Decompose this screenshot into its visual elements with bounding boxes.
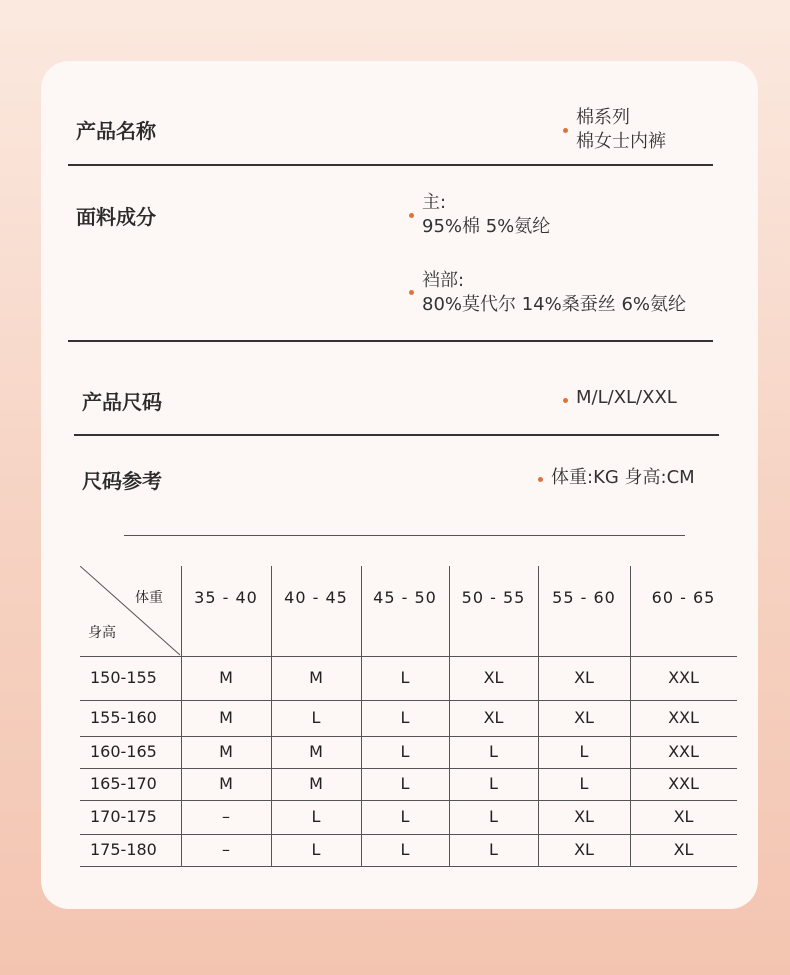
size-value: M/L/XL/XXL	[576, 387, 677, 408]
product-name-line-2: 棉女士内裤	[576, 131, 666, 152]
corner-diagonal	[80, 566, 181, 656]
size-cell: XXL	[668, 742, 699, 761]
row-height-label: 165-170	[90, 774, 157, 793]
size-cell: M	[219, 708, 233, 727]
size-cell: XL	[483, 668, 504, 687]
row-divider	[80, 768, 737, 769]
size-cell: M	[219, 742, 233, 761]
bullet-dot	[409, 290, 414, 295]
size-cell: M	[309, 742, 323, 761]
size-cell: XL	[574, 708, 594, 727]
size-cell: XL	[483, 708, 504, 727]
size-cell: XXL	[668, 774, 699, 793]
product-name-line-1: 棉系列	[576, 107, 630, 128]
size-cell: XL	[574, 840, 594, 859]
row-height-label: 160-165	[90, 742, 157, 761]
column-header: 45 - 50	[373, 588, 437, 607]
row-height-label: 170-175	[90, 807, 157, 826]
row-divider	[80, 736, 737, 737]
size-cell: L	[400, 742, 410, 761]
column-header: 50 - 55	[461, 588, 526, 607]
fabric-main-title: 主:	[422, 192, 447, 213]
size-cell: XL	[673, 840, 694, 859]
product-name-label: 产品名称	[76, 119, 156, 143]
fabric-label: 面料成分	[76, 205, 156, 229]
column-header: 35 - 40	[194, 588, 258, 607]
divider	[68, 340, 713, 342]
size-cell: M	[309, 774, 323, 793]
fabric-main-value: 95%棉 5%氨纶	[422, 216, 551, 237]
size-cell: XL	[673, 807, 694, 826]
row-divider	[80, 700, 737, 701]
fabric-crotch-title: 裆部:	[422, 270, 465, 291]
size-cell: M	[219, 668, 233, 687]
size-cell: XL	[574, 668, 594, 687]
bullet-dot	[409, 213, 414, 218]
corner-weight-label: 体重	[135, 590, 163, 606]
fabric-crotch-value: 80%莫代尔 14%桑蚕丝 6%氨纶	[422, 294, 687, 315]
size-cell: L	[489, 774, 498, 793]
size-cell: L	[400, 774, 410, 793]
size-label: 产品尺码	[82, 390, 162, 414]
size-cell: L	[579, 742, 589, 761]
size-cell: L	[489, 840, 498, 859]
size-cell: XXL	[668, 708, 699, 727]
column-header: 40 - 45	[284, 588, 348, 607]
size-cell: L	[489, 807, 498, 826]
size-cell: L	[400, 807, 410, 826]
column-header: 60 - 65	[651, 588, 716, 607]
divider	[74, 434, 719, 436]
reference-units: 体重:KG 身高:CM	[551, 467, 695, 488]
column-header: 55 - 60	[552, 588, 616, 607]
corner-height-label: 身高	[88, 625, 116, 641]
size-cell: L	[489, 742, 498, 761]
bullet-dot	[563, 128, 568, 133]
size-cell: XL	[574, 807, 594, 826]
size-cell: M	[309, 668, 323, 687]
size-cell: L	[400, 708, 410, 727]
bullet-dot	[538, 477, 543, 482]
size-cell: –	[222, 840, 230, 859]
row-divider	[80, 866, 737, 867]
row-divider	[80, 834, 737, 835]
divider-thin	[124, 535, 685, 536]
size-cell: L	[311, 840, 321, 859]
size-cell: L	[311, 807, 321, 826]
size-cell: L	[579, 774, 589, 793]
bullet-dot	[563, 398, 568, 403]
size-cell: L	[400, 840, 410, 859]
reference-label: 尺码参考	[82, 469, 162, 493]
row-divider	[80, 800, 737, 801]
row-divider	[80, 656, 737, 657]
row-height-label: 150-155	[90, 668, 157, 687]
row-height-label: 155-160	[90, 708, 157, 727]
size-cell: L	[400, 668, 410, 687]
row-height-label: 175-180	[90, 840, 157, 859]
size-cell: XXL	[668, 668, 699, 687]
divider	[68, 164, 713, 166]
size-cell: M	[219, 774, 233, 793]
size-cell: L	[311, 708, 321, 727]
size-cell: –	[222, 807, 230, 826]
